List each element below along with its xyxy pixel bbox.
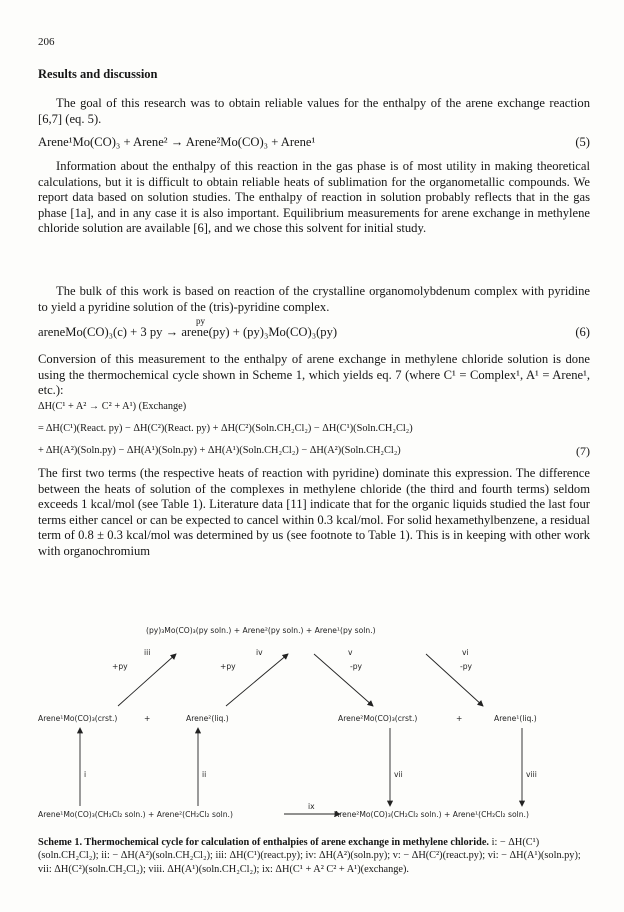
equation-7-line-3-text: + ΔH(A²)(Soln.py) − ΔH(A¹)(Soln.py) + ΔH(A¹)(Soln.CH₂Cl₂) − ΔH(A²)(Soln.CH₂Cl₂) — [38, 445, 401, 456]
scheme-plus-2: + — [456, 714, 463, 723]
equation-7-number: (7) — [576, 444, 590, 458]
equation-7-line-2: = ΔH(C¹)(React. py) − ΔH(C²)(React. py) + ΔH(C²)(Soln.CH₂Cl₂) − ΔH(C¹)(Soln.CH₂Cl₂) — [38, 423, 413, 434]
label-minus-py-1: -py — [350, 662, 363, 671]
equation-5-text: Arene¹Mo(CO)₃ + Arene² → Arene²Mo(CO)₃ + Arene¹ — [38, 135, 316, 149]
label-viii: viii — [526, 770, 537, 779]
scheme-bottom-right: Arene²Mo(CO)₃(CH₂Cl₂ soln.) + Arene¹(CH₂Cl₂ soln.) — [334, 810, 529, 819]
paragraph-5: The first two terms (the respective heats of reaction with pyridine) dominate this expression. The difference between the heats of solution of the complexes in methylene chloride (the third and fourth terms) seldom exceeds 1 kcal/mol (see Table 1). Literature data [11] indicate that for the organic liquids studied the last four terms either cancel or can be expected to cancel within 0.3 kcal/mol. For solid hexamethylbenzene, a residual term of 0.8 ± 0.3 kcal/mol was determined by us (see footnote to Table 1). This is in keeping with other work with organochromium — [38, 466, 590, 558]
label-v: v — [348, 648, 353, 657]
label-ii: ii — [202, 770, 207, 779]
paragraph-3: The bulk of this work is based on reaction of the crystalline organomolybdenum complex with pyridine to yield a pyridine solution of the (tris)-pyridine complex. — [38, 284, 590, 314]
scheme-plus-1: + — [144, 714, 151, 723]
scheme-complex1-crystal: Arene¹Mo(CO)₃(crst.) — [38, 714, 118, 723]
equation-5-number: (5) — [575, 135, 590, 149]
scheme-caption — [38, 836, 590, 876]
scheme-arene2-liquid: Arene²(liq.) — [186, 714, 229, 723]
equation-7-line-3 — [38, 444, 590, 458]
label-vii: vii — [394, 770, 403, 779]
equation-6 — [38, 316, 590, 350]
label-i: i — [84, 770, 87, 779]
paragraph-4: Conversion of this measurement to the enthalpy of arene exchange in methylene chloride solution is done using the thermochemical cycle shown in Scheme 1, which yields eq. 7 (where C¹ = Complex¹, A¹ = Arene¹, etc.): — [38, 352, 590, 398]
label-plus-py-2: +py — [220, 662, 236, 671]
equation-6-over-arrow: py — [196, 316, 205, 326]
paragraph-1: The goal of this research was to obtain reliable values for the enthalpy of the arene exchange reaction [6,7] (eq. 5). — [38, 96, 590, 126]
equation-7-line-1: ΔH(C¹ + A² → C² + A¹) (Exchange) — [38, 401, 187, 412]
equation-6-text: areneMo(CO)₃(c) + 3 py → arene(py) + (py)₃Mo(CO)₃(py) — [38, 325, 338, 339]
equation-5 — [38, 134, 590, 150]
scheme-caption-body: i: − ΔH(C¹)(soln.CH₂Cl₂); ii: − ΔH(A²)(soln.CH₂Cl₂); iii: ΔH(C¹)(react.py); iv: ΔH(A²)(soln.py); v: − ΔH(C²)(react.py); vi: − ΔH(A¹)(soln.py); vii: ΔH(C²)(soln.CH₂Cl₂); viii. ΔH(A¹)(soln.CH₂Cl₂); ix: ΔH(C¹ + A² C² + A¹)(exchange). — [38, 837, 581, 875]
arrow-vi — [426, 654, 483, 706]
equation-6-number: (6) — [575, 325, 590, 339]
paragraph-2: Information about the enthalpy of this reaction in the gas phase is of most utility in making theoretical calculations, but it is difficult to obtain reliable heats of sublimation for the organometallic compounds. We report data based on solution studies. The enthalpy of reaction in solution probably reflects that in the gas phase [1a], and in any case it is also important. Equilibrium measurements for arene exchange in methylene chloride solution are available [6], and we chose this solvent for initial study. — [38, 159, 590, 236]
label-minus-py-2: -py — [460, 662, 473, 671]
label-plus-py-1: +py — [112, 662, 128, 671]
label-vi: vi — [462, 648, 469, 657]
label-ix: ix — [308, 802, 315, 811]
label-iii: iii — [144, 648, 151, 657]
scheme-caption-lead: Scheme 1. Thermochemical cycle for calculation of enthalpies of arene exchange in methylene chloride. — [38, 837, 489, 848]
scheme-bottom-left: Arene¹Mo(CO)₃(CH₂Cl₂ soln.) + Arene²(CH₂Cl₂ soln.) — [38, 810, 233, 819]
arrow-v — [314, 654, 373, 706]
section-heading: Results and discussion — [38, 67, 158, 81]
scheme-arene1-liquid: Arene¹(liq.) — [494, 714, 537, 723]
page-number: 206 — [38, 36, 55, 48]
label-iv: iv — [256, 648, 263, 657]
scheme-complex2-crystal: Arene²Mo(CO)₃(crst.) — [338, 714, 418, 723]
scheme-top-species: (py)₃Mo(CO)₃(py soln.) + Arene²(py soln.) + Arene¹(py soln.) — [146, 626, 376, 635]
